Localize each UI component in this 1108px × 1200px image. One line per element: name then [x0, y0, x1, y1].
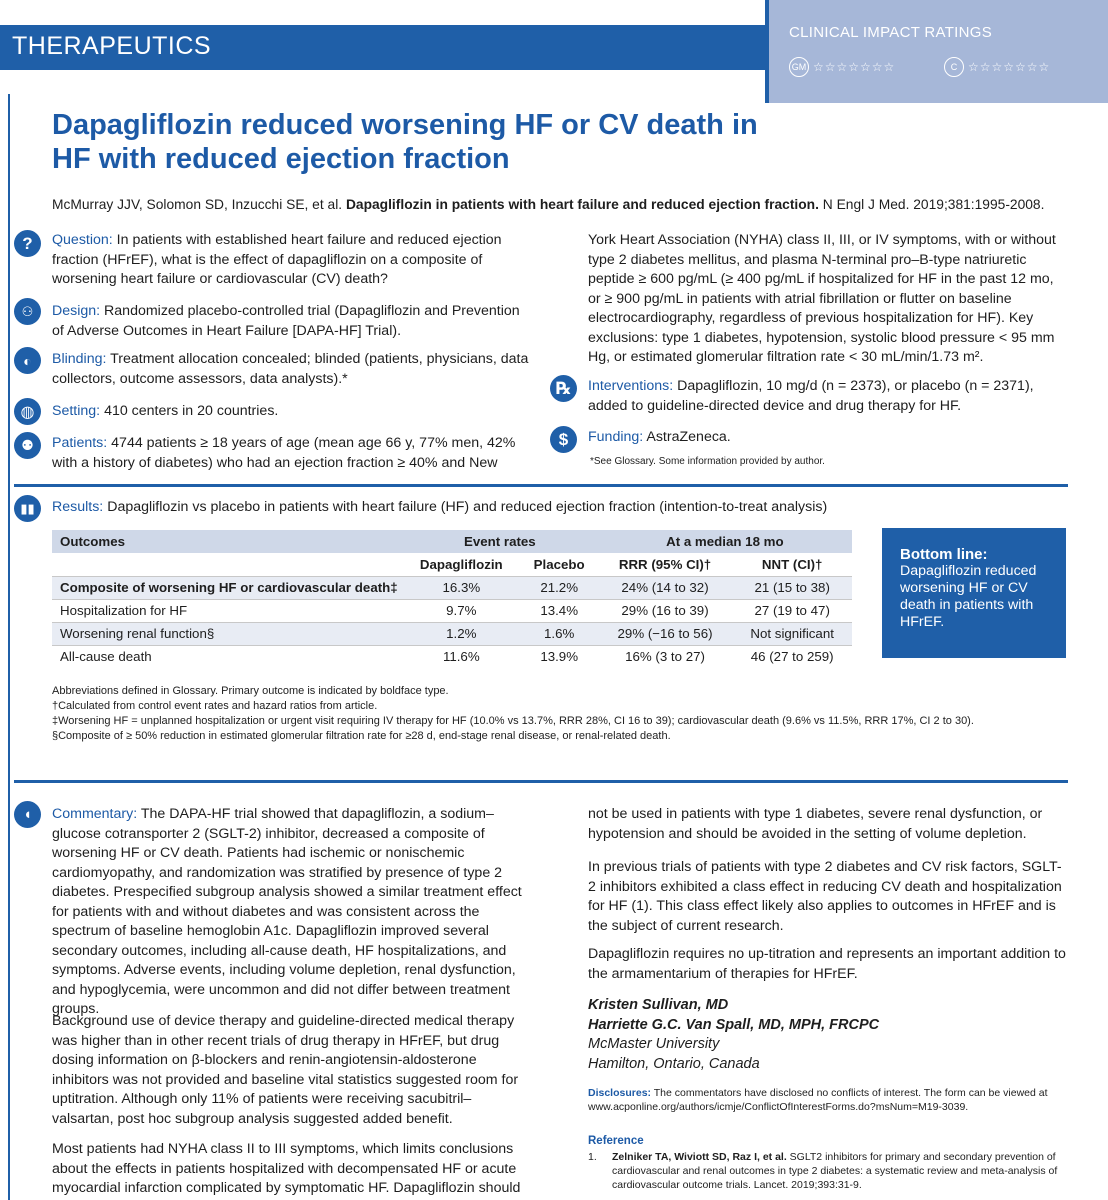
- dollar-icon: $: [550, 426, 577, 453]
- disclosures-text: The commentators have disclosed no conflicts of interest. The form can be viewed at www.acponline.org/authors/icmje/ConflictOfInterestForms.do?msNum=M19-3039.: [588, 1087, 1048, 1113]
- citation-article: Dapagliflozin in patients with heart failure and reduced ejection fraction.: [345, 197, 819, 212]
- row-nnt: 46 (27 to 259): [732, 645, 852, 668]
- interventions-label: Interventions:: [588, 378, 674, 394]
- commentary-p1: [52, 805, 530, 1020]
- patients-text: 4744 patients ≥ 18 years of age (mean age 66 y, 77% men, 42% with a history of diabetes) who had an ejection fraction ≥ 40% and New: [52, 435, 516, 471]
- row-outcome: Hospitalization for HF: [52, 599, 402, 622]
- question-icon: ?: [14, 230, 41, 257]
- reference-authors: Zelniker TA, Wiviott SD, Raz I, et al.: [612, 1151, 787, 1163]
- patients-label: Patients:: [52, 435, 108, 451]
- citation-journal: N Engl J Med. 2019;381:1995-2008.: [818, 197, 1045, 212]
- results-divider: [14, 484, 1068, 487]
- patients-section: [52, 434, 532, 473]
- design-section: [52, 302, 532, 341]
- row-outcome: All-cause death: [52, 645, 402, 668]
- bottom-line-box: [882, 528, 1066, 658]
- author-2: Harriette G.C. Van Spall, MD, MPH, FRCPC: [588, 1016, 880, 1033]
- bottom-line-text: Dapagliflozin reduced worsening HF or CV death in patients with HFrEF.: [900, 563, 1037, 630]
- c-badge: C: [944, 57, 964, 77]
- clinical-impact-ratings: [765, 0, 1108, 103]
- note-4: §Composite of ≥ 50% reduction in estimated glomerular filtration rate for ≥28 d, end-stage renal disease, or renal-related death.: [52, 730, 671, 742]
- header-placebo: Placebo: [533, 556, 585, 572]
- left-border: [8, 94, 10, 1200]
- interventions-text: Dapagliflozin, 10 mg/d (n = 2373), or placebo (n = 2371), added to guideline-directed device and drug therapy for HF.: [588, 378, 1034, 414]
- header-median: At a median 18 mo: [666, 534, 784, 549]
- top-bar: [0, 0, 1108, 94]
- c-stars: ☆☆☆☆☆☆☆: [968, 60, 1051, 74]
- blinding-label: Blinding:: [52, 351, 107, 367]
- header-event-rates: Event rates: [464, 534, 536, 549]
- setting-label: Setting:: [52, 403, 101, 419]
- rating-c: [944, 57, 1050, 77]
- row-rrr: 16% (3 to 27): [598, 645, 733, 668]
- note-3: ‡Worsening HF = unplanned hospitalization or urgent visit requiring IV therapy for HF (10.0% vs 13.7%, RRR 28%, CI 16 to 39); cardiovascular death (9.6% vs 11.5%, RRR 17%, CI 2 to 30).: [52, 715, 974, 727]
- commentary-p3-continued: not be used in patients with type 1 diabetes, severe renal dysfunction, or hypotension and should be avoided in the setting of volume depletion.: [588, 806, 1043, 842]
- results-label: Results:: [52, 499, 104, 515]
- row-nnt: 27 (19 to 47): [732, 599, 852, 622]
- gm-badge: GM: [789, 57, 809, 77]
- design-text: Randomized placebo-controlled trial (Dapagliflozin and Prevention of Adverse Outcomes in Heart Failure [DAPA-HF] Trial).: [52, 303, 520, 339]
- row-nnt: Not significant: [732, 622, 852, 645]
- row-rrr: 29% (−16 to 56): [598, 622, 733, 645]
- author-1: Kristen Sullivan, MD: [588, 997, 729, 1013]
- table-header-row: [52, 530, 852, 553]
- reference-number: 1.: [588, 1151, 597, 1163]
- table-subheader-row: [52, 553, 852, 576]
- row-placebo: 13.4%: [521, 599, 598, 622]
- results-text: Dapagliflozin vs placebo in patients with heart failure (HF) and reduced ejection fraction (intention-to-treat analysis): [103, 499, 828, 515]
- setting-section: [52, 402, 532, 422]
- citation: [52, 196, 1072, 214]
- question-text: In patients with established heart failure and reduced ejection fraction (HFrEF), what is the effect of dapagliflozin on a composite of worsening heart failure or cardiovascular (CV) death?: [52, 232, 502, 287]
- table-row: [52, 622, 852, 645]
- results-table: [52, 530, 852, 668]
- table-row: [52, 645, 852, 668]
- row-placebo: 21.2%: [521, 576, 598, 599]
- commentary-p4: In previous trials of patients with type 2 diabetes and CV risk factors, SGLT-2 inhibitors exhibited a class effect in reducing CV death and hospitalization for HF (1). This class effect likely also applies to outcomes in HFrEF and is the subject of current research.: [588, 859, 1062, 934]
- reference-text: SGLT2 inhibitors for primary and secondary prevention of cardiovascular and renal outcomes in type 2 diabetes: a systematic review and meta-analysis of cardiovascular outcome trials. Lancet. 2019;393:31-9.: [612, 1151, 1058, 1191]
- row-outcome: Composite of worsening HF or cardiovascular death‡: [52, 576, 402, 599]
- row-rrr: 24% (14 to 32): [598, 576, 733, 599]
- reference-item: [588, 1150, 1068, 1192]
- section-label: THERAPEUTICS: [12, 32, 212, 60]
- note-1: Abbreviations defined in Glossary. Primary outcome is indicated by boldface type.: [52, 685, 449, 697]
- table-notes: [52, 684, 1072, 744]
- blinding-section: [52, 350, 532, 389]
- chart-icon: ▮▮: [14, 495, 41, 522]
- globe-icon: ◍: [14, 398, 41, 425]
- row-outcome: Worsening renal function§: [52, 622, 402, 645]
- results-heading: [52, 498, 1062, 517]
- header-dapagliflozin: Dapagliflozin: [419, 556, 503, 572]
- row-placebo: 1.6%: [521, 622, 598, 645]
- note-2: †Calculated from control event rates and hazard ratios from article.: [52, 700, 378, 712]
- blinding-text: Treatment allocation concealed; blinded (patients, physicians, data collectors, outcome assessors, data analysts).*: [52, 351, 529, 387]
- bottom-line-heading: Bottom line:: [900, 546, 988, 563]
- question-section: [52, 231, 532, 290]
- funding-text: AstraZeneca.: [643, 429, 731, 445]
- citation-authors: McMurray JJV, Solomon SD, Inzucchi SE, et al.: [52, 197, 346, 212]
- ratings-title: CLINICAL IMPACT RATINGS: [789, 24, 993, 41]
- commentary-text-1: The DAPA-HF trial showed that dapagliflozin, a sodium–glucose cotransporter 2 (SGLT-2) inhibitor, decreased a composite of worsening HF or CV death. Patients had ischemic or nonischemic cardiomyopathy, and randomization was stratified by presence of type 2 diabetes. Prespecified subgroup analysis showed a similar treatment effect for patients with and without diabetes and was consistent across the spectrum of baseline hemoglobin A1c. Dapagliflozin improved several secondary outcomes, including all-cause death, HF hospitalizations, and symptoms. Adverse events, including volume depletion, renal dysfunction, and hypoglycemia, were uncommon and did not differ between treatment groups.: [52, 806, 522, 1017]
- rating-gm: [789, 57, 895, 77]
- table-row: [52, 576, 852, 599]
- header-nnt: NNT (CI)†: [761, 556, 823, 572]
- header-rrr: RRR (95% CI)†: [618, 556, 712, 572]
- row-dapa: 16.3%: [402, 576, 521, 599]
- design-icon: ⚇: [14, 298, 41, 325]
- interventions-section: [588, 377, 1066, 416]
- row-rrr: 29% (16 to 39): [598, 599, 733, 622]
- commentary-p3: Most patients had NYHA class II to III symptoms, which limits conclusions about the effects in patients hospitalized with decompensated HF or acute myocardial infarction complicated by symptomatic HF. Dapagliflozin should: [52, 1141, 521, 1196]
- row-placebo: 13.9%: [521, 645, 598, 668]
- row-nnt: 21 (15 to 38): [732, 576, 852, 599]
- patients-continued: York Heart Association (NYHA) class II, III, or IV symptoms, with or without type 2 diabetes mellitus, and plasma N-terminal pro–B-type natriuretic peptide ≥ 600 pg/mL (≥ 400 pg/mL if hospitalized for HF in the past 12 mo, or ≥ 900 pg/mL in patients with atrial fibrillation or flutter on baseline electrocardiography, regardless of previous hospitalization for HF). Key exclusions: type 1 diabetes, hypotension, systolic blood pressure < 95 mm Hg, or estimated glomerular filtration rate < 30 mL/min/1.73 m².: [588, 232, 1056, 365]
- row-dapa: 9.7%: [402, 599, 521, 622]
- commentary-divider: [14, 780, 1068, 783]
- funding-label: Funding:: [588, 429, 644, 445]
- question-label: Question:: [52, 232, 113, 248]
- author-location: Hamilton, Ontario, Canada: [588, 1055, 760, 1072]
- table-row: [52, 599, 852, 622]
- disclosures: [588, 1086, 1068, 1114]
- glossary-note: *See Glossary. Some information provided by author.: [590, 456, 825, 467]
- blinding-icon: ◐: [14, 347, 41, 374]
- article-title: Dapagliflozin reduced worsening HF or CV death in HF with reduced ejection fraction: [52, 109, 758, 175]
- speech-bubble-icon: ◖: [14, 801, 41, 828]
- reference-section: [588, 1134, 1068, 1192]
- header-blank: [52, 553, 402, 576]
- row-dapa: 1.2%: [402, 622, 521, 645]
- gm-stars: ☆☆☆☆☆☆☆: [813, 60, 896, 74]
- design-label: Design:: [52, 303, 101, 319]
- header-outcomes: Outcomes: [60, 534, 126, 549]
- author-affiliation: McMaster University: [588, 1036, 720, 1052]
- reference-body: [612, 1150, 1068, 1192]
- row-dapa: 11.6%: [402, 645, 521, 668]
- disclosures-label: Disclosures:: [588, 1087, 652, 1099]
- rx-icon: ℞: [550, 375, 577, 402]
- commentary-p5: Dapagliflozin requires no up-titration and represents an important addition to the armamentarium of therapies for HFrEF.: [588, 946, 1066, 982]
- setting-text: 410 centers in 20 countries.: [100, 403, 279, 419]
- commentary-label: Commentary:: [52, 806, 138, 822]
- commentary-p2: Background use of device therapy and guideline-directed medical therapy was higher than in other recent trials of drug therapy in HFrEF, but drug dosing information on β-blockers and renin-angiotensin-aldosterone inhibitors was not provided and baseline vital statistics suggested room for uptitration. Although only 11% of patients were receiving sacubitril–valsartan, post hoc subgroup analysis suggested added benefit.: [52, 1013, 519, 1127]
- reference-heading: Reference: [588, 1135, 644, 1147]
- patients-icon: ⚉: [14, 432, 41, 459]
- authors-block: [588, 996, 879, 1074]
- funding-section: [588, 428, 1066, 448]
